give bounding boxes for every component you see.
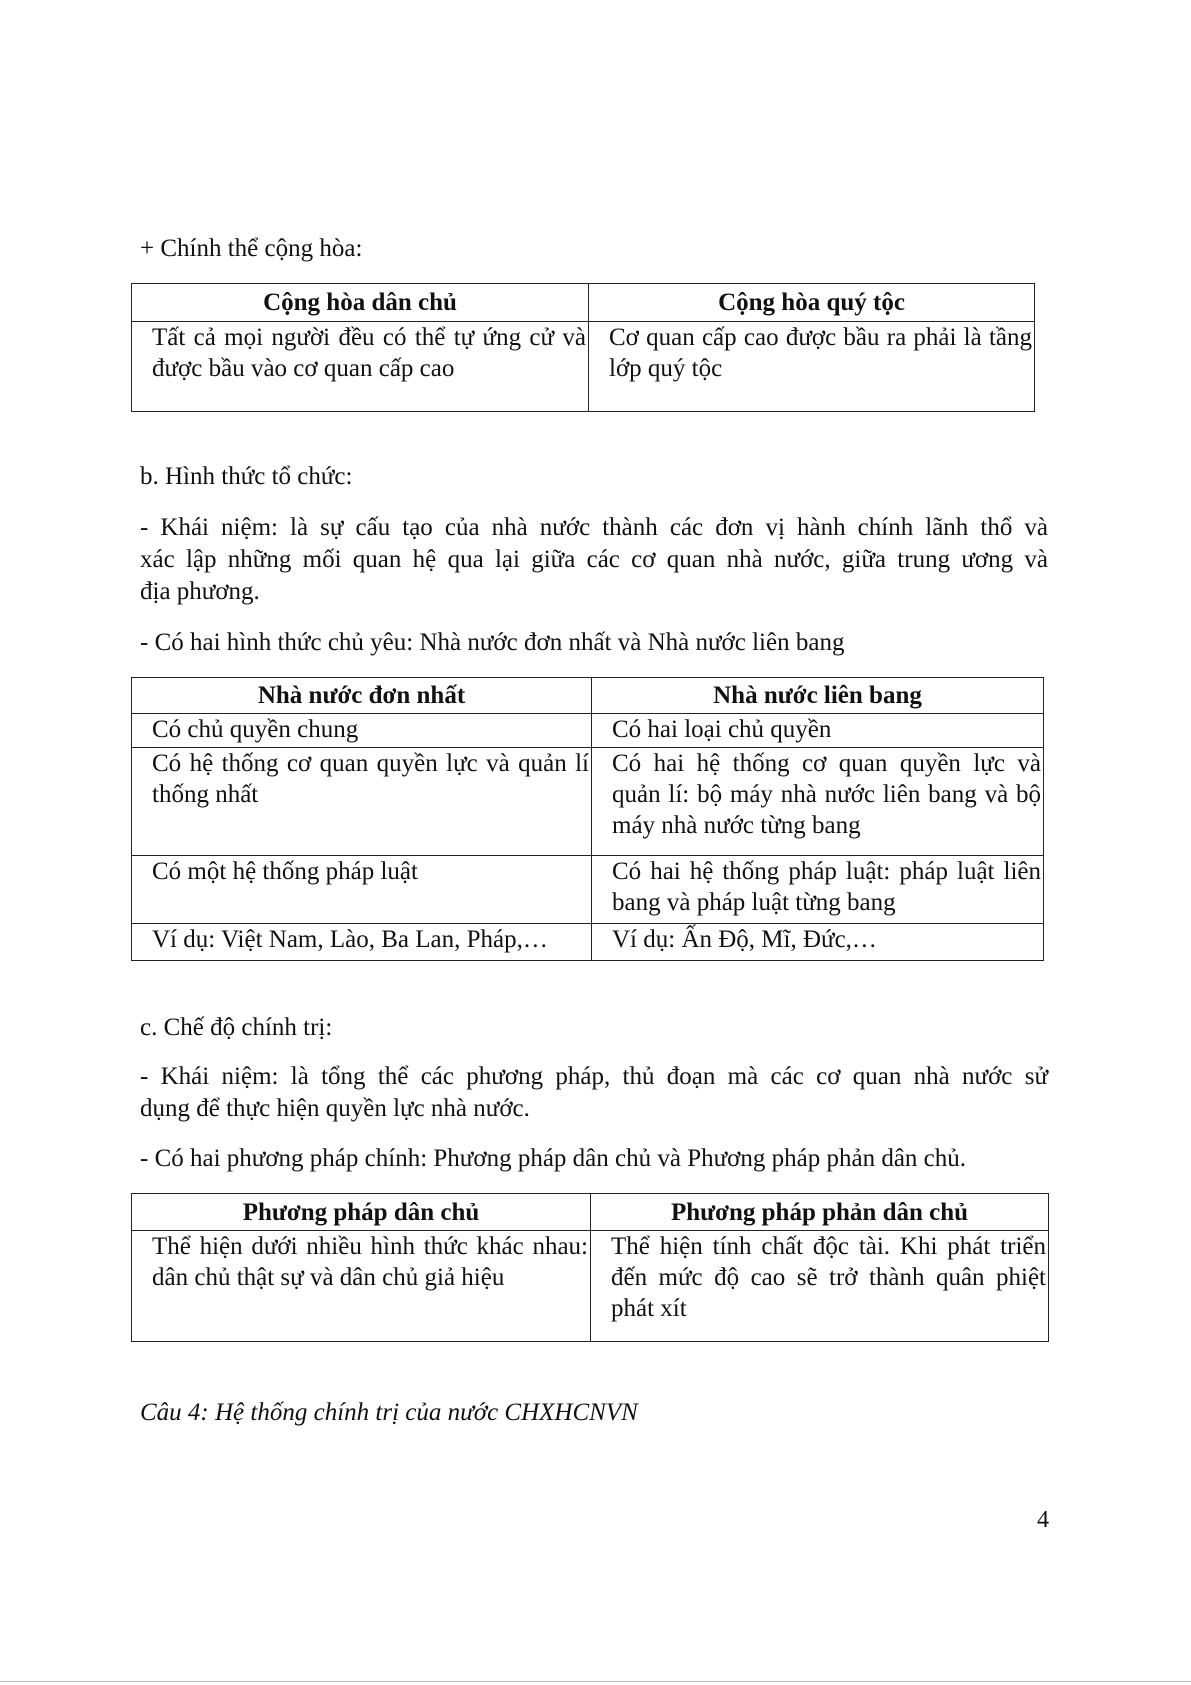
section-c-heading: c. Chế độ chính trị: <box>140 1014 333 1041</box>
table-row <box>132 924 1044 961</box>
methods-table <box>131 1193 1049 1342</box>
table-cell: Có hai loại chủ quyền <box>592 714 1044 748</box>
table-cell: Thể hiện tính chất độc tài. Khi phát triển đến mức độ cao sẽ trở thành quân phiệt phát xít <box>591 1231 1049 1342</box>
section-b-heading: b. Hình thức tổ chức: <box>140 463 353 490</box>
table-cell: Tất cả mọi người đều có thể tự ứng cử và được bầu vào cơ quan cấp cao <box>132 322 589 412</box>
text-line: dụng để thực hiện quyền lực nhà nước. <box>140 1095 530 1122</box>
table-cell: Ví dụ: Việt Nam, Lào, Ba Lan, Pháp,… <box>132 924 592 961</box>
table-header-row <box>132 284 1035 322</box>
table-header-row <box>132 1194 1049 1231</box>
table-header: Phương pháp phản dân chủ <box>591 1194 1049 1231</box>
table-header: Nhà nước liên bang <box>592 678 1044 714</box>
text-line: - Khái niệm: là sự cấu tạo của nhà nước thành các đơn vị hành chính lãnh thổ và <box>140 514 1048 541</box>
table-header: Cộng hòa dân chủ <box>132 284 589 322</box>
question-4-heading: Câu 4: Hệ thống chính trị của nước CHXHCNVN <box>140 1399 638 1426</box>
text-line: địa phương. <box>140 578 260 605</box>
table-header: Cộng hòa quý tộc <box>589 284 1035 322</box>
table-cell: Thể hiện dưới nhiều hình thức khác nhau: dân chủ thật sự và dân chủ giả hiệu <box>132 1231 591 1342</box>
section-b-concept <box>140 512 1048 608</box>
section-b-forms: - Có hai hình thức chủ yêu: Nhà nước đơn nhất và Nhà nước liên bang <box>140 629 845 656</box>
text-line: - Khái niệm: là tổng thể các phương pháp, thủ đoạn mà các cơ quan nhà nước sử <box>140 1063 1048 1090</box>
table-row <box>132 322 1035 412</box>
table-cell: Ví dụ: Ấn Độ, Mĩ, Đức,… <box>592 924 1044 961</box>
table-cell: Có hai hệ thống cơ quan quyền lực và quản lí: bộ máy nhà nước liên bang và bộ máy nhà nước từng bang <box>592 748 1044 856</box>
republic-table <box>131 283 1035 412</box>
table-row <box>132 714 1044 748</box>
republic-heading: + Chính thể cộng hòa: <box>140 235 363 262</box>
text-line: xác lập những mối quan hệ qua lại giữa các cơ quan nhà nước, giữa trung ương và <box>140 546 1048 573</box>
table-cell: Có một hệ thống pháp luật <box>132 856 592 924</box>
page-bottom-rule <box>0 1681 1191 1682</box>
table-cell: Có chủ quyền chung <box>132 714 592 748</box>
table-header: Phương pháp dân chủ <box>132 1194 591 1231</box>
table-row <box>132 748 1044 856</box>
table-cell: Có hệ thống cơ quan quyền lực và quản lí thống nhất <box>132 748 592 856</box>
page-number: 4 <box>1037 1507 1049 1533</box>
table-header-row <box>132 678 1044 714</box>
table-cell: Cơ quan cấp cao được bầu ra phải là tầng lớp quý tộc <box>589 322 1035 412</box>
table-row <box>132 1231 1049 1342</box>
state-forms-table <box>131 677 1044 961</box>
table-cell: Có hai hệ thống pháp luật: pháp luật liên bang và pháp luật từng bang <box>592 856 1044 924</box>
table-row <box>132 856 1044 924</box>
section-c-methods: - Có hai phương pháp chính: Phương pháp dân chủ và Phương pháp phản dân chủ. <box>140 1145 967 1172</box>
section-c-concept <box>140 1061 1048 1125</box>
table-header: Nhà nước đơn nhất <box>132 678 592 714</box>
